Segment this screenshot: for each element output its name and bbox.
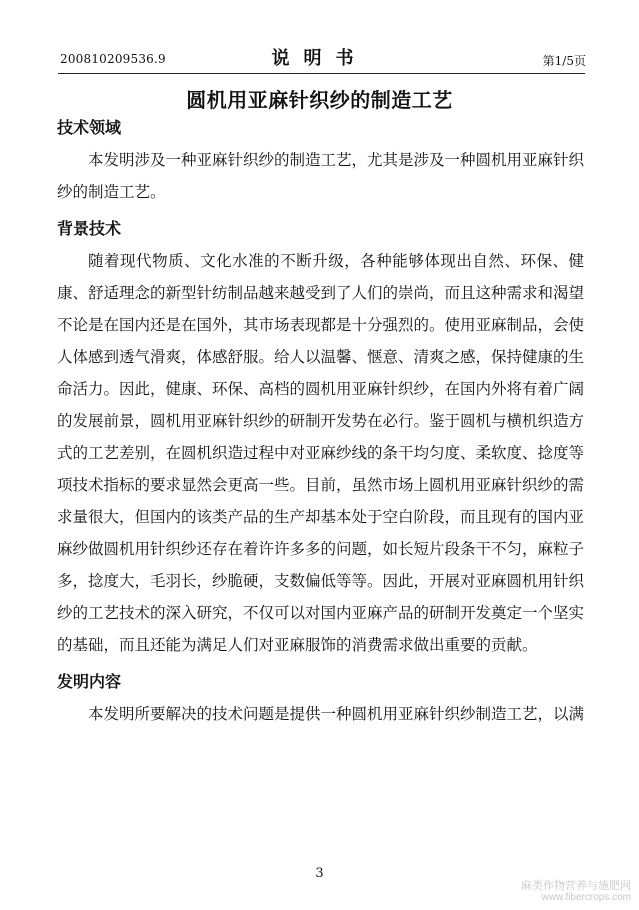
- header-divider: [58, 73, 585, 74]
- site-watermark: [521, 880, 631, 904]
- paragraph-background: 随着现代物质、文化水准的不断升级，各种能够体现出自然、环保、健康、舒适理念的新型针纺制品越来越受到了人们的崇尚，而且这种需求和渴望不论是在国内还是在国外，其市场表现都是十分强烈的。使用亚麻制品，会使人体感到透气滑爽，体感舒服。给人以温馨、惬意、清爽之感，保持健康的生命活力。因此，健康、环保、高档的圆机用亚麻针织纱，在国内外将有着广阔的发展前景，圆机用亚麻针织纱的研制开发势在必行。鉴于圆机与横机织造方式的工艺差别，在圆机织造过程中对亚麻纱线的条干均匀度、柔软度、捻度等项技术指标的要求显然会更高一些。目前，虽然市场上圆机用亚麻针织纱的需求量很大，但国内的该类产品的生产却基本处于空白阶段，而且现有的国内亚麻纱做圆机用针织纱还存在着许许多多的问题，如长短片段条干不匀，麻粒子多，捻度大，毛羽长，纱脆硬，支数偏低等等。因此，开展对亚麻圆机用针织纱的工艺技术的深入研究，不仅可以对国内亚麻产品的研制开发奠定一个坚实的基础，而且还能为满足人们对亚麻服饰的消费需求做出重要的贡献。: [57, 252, 585, 654]
- patent-number: 200810209536.9: [60, 52, 166, 66]
- section-heading-background: 背景技术: [57, 219, 122, 238]
- watermark-url: www.fibercrops.com: [541, 892, 631, 903]
- document-body: [57, 112, 584, 730]
- paragraph-technical-field: 本发明涉及一种亚麻针织纱的制造工艺，尤其是涉及一种圆机用亚麻针织纱的制造工艺。: [57, 151, 585, 201]
- section-heading-technical-field: 技术领域: [57, 118, 122, 137]
- page-label: 第1/5页: [542, 54, 586, 68]
- document-title: 圆机用亚麻针织纱的制造工艺: [186, 88, 453, 112]
- document-type-label: 说明书: [271, 48, 368, 69]
- page-number: 3: [315, 866, 324, 881]
- paragraph-invention-content: 本发明所要解决的技术问题是提供一种圆机用亚麻针织纱制造工艺，以满: [88, 705, 585, 723]
- watermark-site-name: 麻类作物营养与施肥网: [521, 880, 631, 892]
- section-heading-invention-content: 发明内容: [57, 672, 122, 691]
